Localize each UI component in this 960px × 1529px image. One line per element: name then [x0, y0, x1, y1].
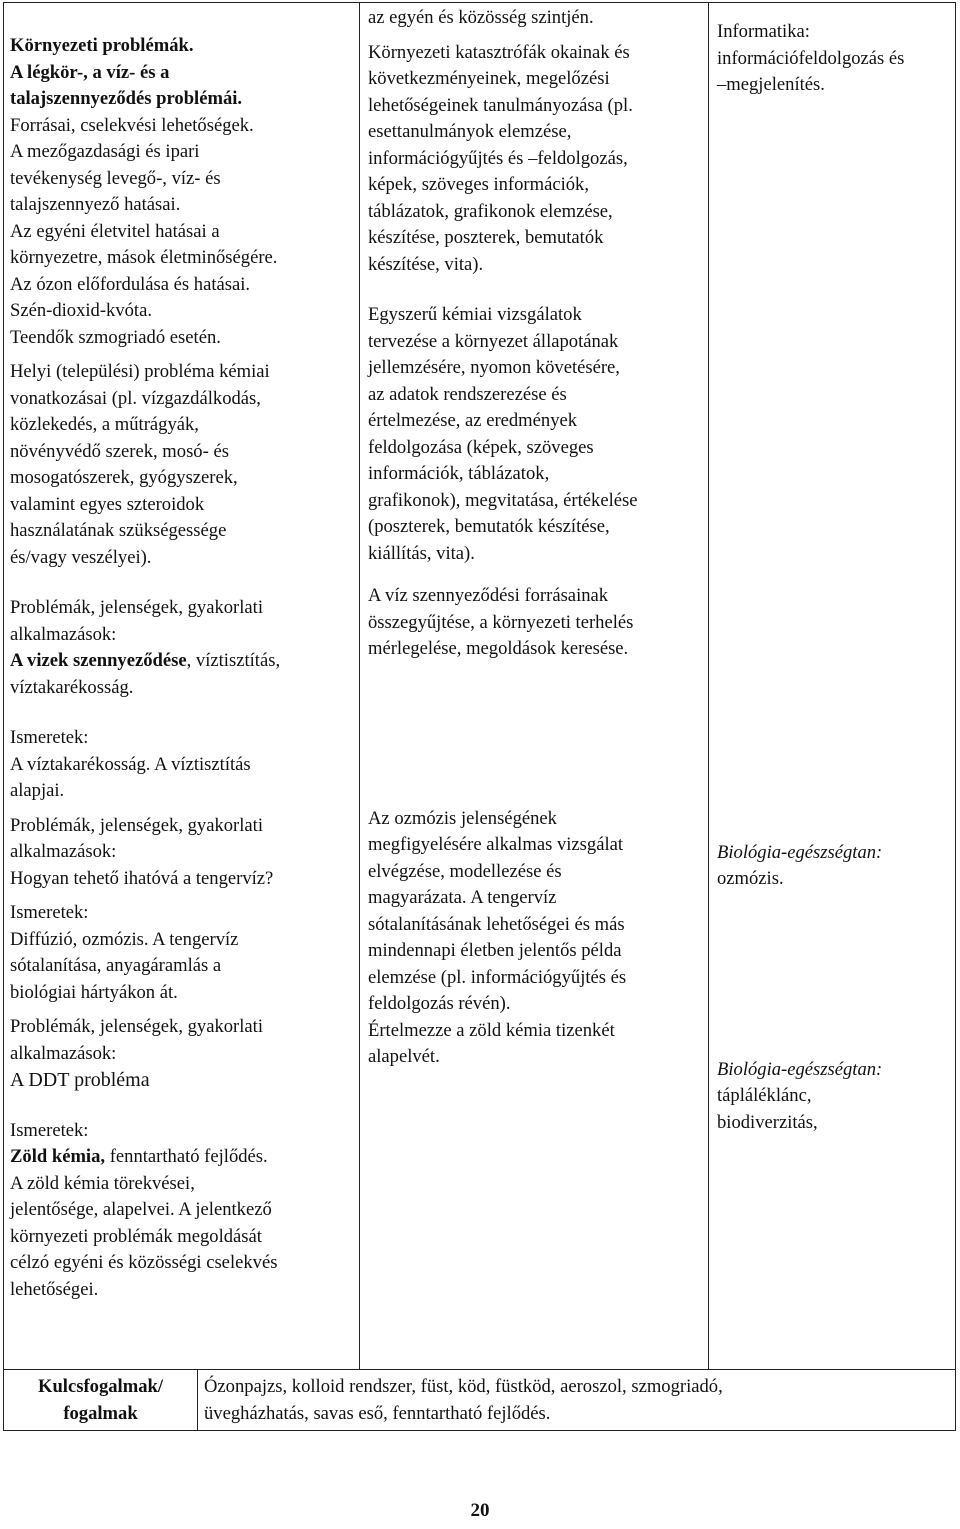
green-chem-text: jelentősége, alapelvei. A jelentkező: [10, 1199, 272, 1220]
topic-line: Teendők szmogriadó esetén.: [10, 326, 221, 348]
activity-line: grafikonok), megvitatása, értékelése: [368, 489, 638, 511]
activity-line: elemzése (pl. információgyűjtés és: [368, 966, 627, 988]
activity-line: táblázatok, grafikonok elemzése,: [368, 200, 613, 222]
topic-line: valamint egyes szteroidok: [10, 493, 205, 515]
topic-line: vonatkozásai (pl. vízgazdálkodás,: [10, 387, 261, 409]
topic-line: A mezőgazdasági és ipari: [10, 141, 200, 162]
activity-line: lehetőségeinek tanulmányozása (pl.: [368, 94, 633, 116]
heading-line: Környezeti problémák.: [10, 35, 194, 56]
activity-line: feldolgozás révén).: [368, 993, 511, 1014]
knowledge-line: Diffúzió, ozmózis. A tengervíz: [10, 928, 239, 950]
topic-line: Helyi (települési) probléma kémiai: [10, 361, 270, 382]
ddt-problem: A DDT probléma: [10, 1069, 150, 1091]
heading-line: talajszennyeződés problémái.: [10, 88, 243, 109]
topic-line: Forrásai, cselekvési lehetőségek.: [10, 114, 254, 136]
problems-label: alkalmazások:: [10, 623, 117, 645]
activity-line: Egyszerű kémiai vizsgálatok: [368, 304, 582, 325]
sea-water-question: Hogyan tehető ihatóvá a tengervíz?: [10, 867, 274, 889]
problems-label: alkalmazások:: [10, 841, 117, 862]
topic-line: Szén-dioxid-kvóta.: [10, 300, 153, 321]
bio-value: biodiverzitás,: [717, 1111, 818, 1133]
bio-value: tápláléklánc,: [717, 1085, 812, 1106]
topic-line: Az ózon előfordulása és hatásai.: [10, 273, 251, 295]
activity-line: magyarázata. A tengervíz: [368, 887, 557, 908]
activity-line: tervezése a környezet állapotának: [368, 330, 619, 352]
activity-line: kiállítás, vita).: [368, 542, 475, 564]
water-topic: [10, 648, 353, 675]
topic-line: környezetre, mások életminőségére.: [10, 247, 278, 268]
activity-line: képek, szöveges információk,: [368, 174, 589, 195]
green-chem-text: célzó egyéni és közösségi cselekvés: [10, 1252, 278, 1273]
activity-line: Az ozmózis jelenségének: [368, 807, 557, 829]
link-line: információfeldolgozás és: [717, 47, 905, 69]
activity-line: készítése, poszterek, bemutatók: [368, 227, 604, 248]
activity-line: mindennapi életben jelentős példa: [368, 940, 622, 961]
green-chem-text: környezeti problémák megoldását: [10, 1225, 262, 1247]
key-value-line: üvegházhatás, savas eső, fenntartható fejlődés.: [204, 1403, 551, 1424]
activity-line: Környezeti katasztrófák okainak és: [368, 41, 630, 63]
key-label-line: fogalmak: [63, 1403, 138, 1424]
bio-label: Biológia-egészségtan:: [717, 1058, 883, 1080]
problems-label: Problémák, jelenségek, gyakorlati: [10, 597, 264, 618]
activity-line: értelmezése, az eredmények: [368, 410, 578, 431]
activity-line: feldolgozása (képek, szöveges: [368, 436, 594, 458]
activity-line: információk, táblázatok,: [368, 463, 550, 484]
topic-line: tevékenység levegő-, víz- és: [10, 167, 221, 189]
activity-line: Értelmezze a zöld kémia tizenkét: [368, 1019, 615, 1041]
key-value-line: Ózonpajzs, kolloid rendszer, füst, köd, füstköd, aeroszol, szmogriadó,: [204, 1376, 723, 1397]
green-chem-text: A zöld kémia törekvései,: [10, 1172, 195, 1194]
key-label-line: Kulcsfogalmak/: [38, 1376, 163, 1397]
content-table: [3, 2, 956, 1370]
activities-column: [360, 3, 709, 1370]
water-topic-rest: , víztisztítás,: [186, 650, 281, 671]
topics-column: [4, 3, 360, 1370]
topic-line: növényvédő szerek, mosó- és: [10, 440, 229, 462]
activity-line: megfigyelésére alkalmas vizsgálat: [368, 834, 624, 855]
activity-line: információgyűjtés és –feldolgozás,: [368, 147, 628, 169]
activity-line: elvégzése, modellezése és: [368, 860, 562, 882]
link-line: Informatika:: [717, 21, 810, 42]
activity-line: az adatok rendszerezése és: [368, 383, 567, 405]
water-topic-line2: víztakarékosság.: [10, 676, 134, 698]
water-topic-bold: A vizek szennyeződése: [10, 650, 187, 671]
knowledge-label: Ismeretek:: [10, 1119, 89, 1141]
topic-line: közlekedés, a műtrágyák,: [10, 414, 199, 435]
topic-line: és/vagy veszélyei).: [10, 546, 152, 568]
topic-line: mosogatószerek, gyógyszerek,: [10, 467, 238, 488]
topic-line: talajszennyező hatásai.: [10, 194, 181, 215]
key-concepts-label: [4, 1370, 198, 1431]
activity-line: sótalanításának lehetőségei és más: [368, 913, 625, 935]
activity-line: összegyűjtése, a környezeti terhelés: [368, 611, 634, 633]
bio-label: Biológia-egészségtan:: [717, 841, 883, 863]
knowledge-label: Ismeretek:: [10, 727, 89, 748]
green-chem-line: [10, 1144, 353, 1171]
key-concepts-value: [198, 1370, 956, 1431]
knowledge-line: alapjai.: [10, 780, 65, 801]
links-column: [709, 3, 956, 1370]
key-concepts-table: [3, 1369, 956, 1431]
knowledge-label: Ismeretek:: [10, 902, 89, 923]
knowledge-line: biológiai hártyákon át.: [10, 981, 178, 1003]
heading-line: A légkör-, a víz- és a: [10, 61, 170, 83]
topic-line: Az egyéni életvitel hatásai a: [10, 220, 220, 242]
green-chem-bold: Zöld kémia,: [10, 1146, 106, 1167]
activity-line: mérlegelése, megoldások keresése.: [368, 638, 629, 659]
topic-line: használatának szükségessége: [10, 520, 227, 541]
activity-line: esettanulmányok elemzése,: [368, 121, 572, 142]
activity-line: alapelvét.: [368, 1046, 440, 1067]
activity-line: az egyén és közösség szintjén.: [368, 7, 594, 28]
activity-line: (poszterek, bemutatók készítése,: [368, 516, 610, 537]
problems-label: alkalmazások:: [10, 1042, 117, 1064]
activity-line: jellemzésére, nyomon követésére,: [368, 357, 620, 378]
green-chem-rest: fenntartható fejlődés.: [105, 1146, 268, 1167]
link-line: –megjelenítés.: [717, 74, 825, 95]
activity-line: készítése, vita).: [368, 253, 484, 275]
problems-label: Problémák, jelenségek, gyakorlati: [10, 1016, 264, 1037]
knowledge-line: A víztakarékosság. A víztisztítás: [10, 753, 251, 775]
problems-label: Problémák, jelenségek, gyakorlati: [10, 814, 264, 836]
bio-value: ozmózis.: [717, 868, 784, 889]
activity-line: A víz szennyeződési forrásainak: [368, 585, 609, 606]
activity-line: következményeinek, megelőzési: [368, 68, 610, 89]
page-number: 20: [470, 1500, 490, 1521]
green-chem-text: lehetőségei.: [10, 1278, 99, 1300]
knowledge-line: sótalanítása, anyagáramlás a: [10, 955, 222, 976]
